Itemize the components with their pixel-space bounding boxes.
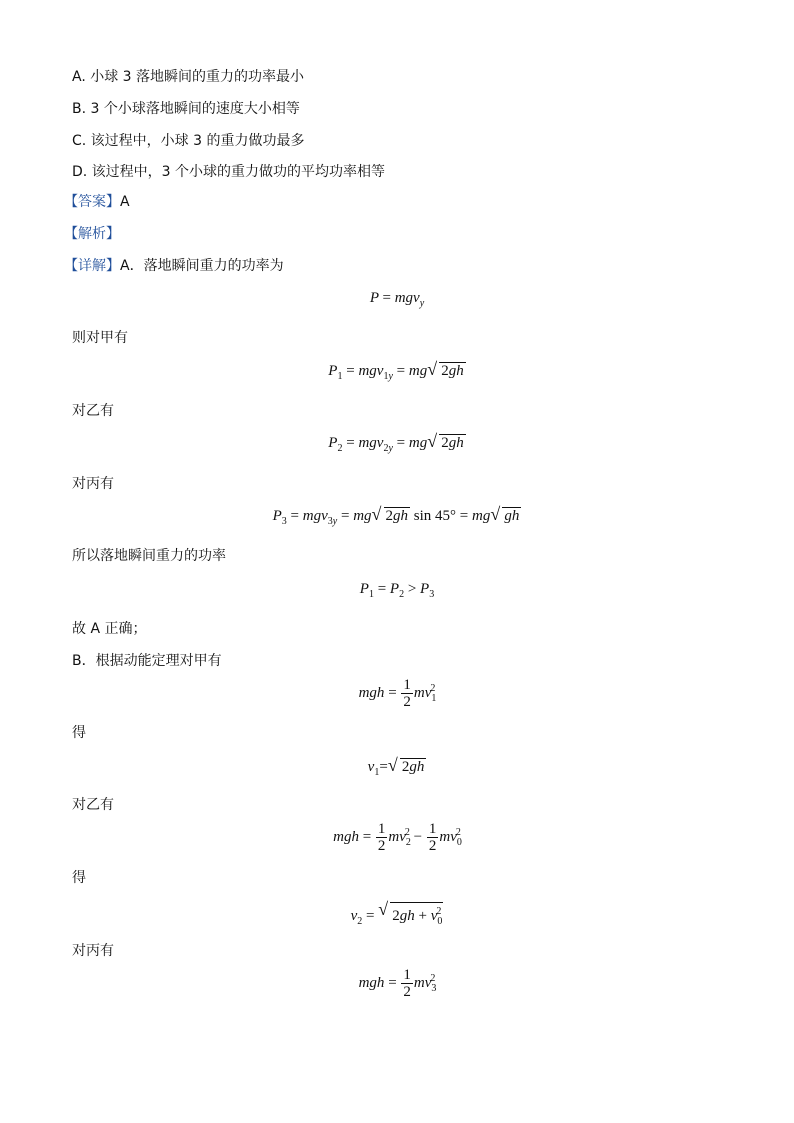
equation-8: mgh = $\frac{1}{2}$ $mv_2^2$ − $\frac{1}{2}$ $mv_0^2$ [333, 821, 462, 854]
text-for-yi-2: 对乙有 [72, 797, 114, 813]
answer-line [64, 193, 130, 211]
equation-4: $P_3 = mgv_{3y} = mg√$ 2gh sin 45° = mg√ gh [0, 507, 794, 527]
text-get-2: 得 [72, 870, 86, 886]
text-for-jia: 则对甲有 [72, 330, 128, 346]
text-for-bing-2: 对丙有 [72, 943, 114, 959]
text-for-bing-1: 对丙有 [72, 476, 114, 492]
option-d: D. 该过程中，3 个小球的重力做功的平均功率相等 [72, 164, 386, 180]
equation-9: $v_2$ = √ $2gh + v_0^2$ [0, 902, 794, 930]
detail-text: A．落地瞬间重力的功率为 [120, 258, 284, 274]
detail-tag: 【详解】 [64, 258, 120, 274]
equation-5: $P_1 = P_2 > P_3$ [359, 581, 435, 600]
equation-3: $P_2 = mgv_{2y} = mg√$ 2gh [0, 434, 794, 454]
text-a-correct: 故 A 正确； [72, 621, 147, 637]
option-b: B. 3 个小球落地瞬间的速度大小相等 [72, 101, 300, 117]
text-therefore: 所以落地瞬间重力的功率 [72, 548, 226, 564]
text-b-intro: B．根据动能定理对甲有 [72, 653, 222, 669]
equation-1: P = mgv$_y$ [369, 290, 425, 309]
option-a: A. 小球 3 落地瞬间的重力的功率最小 [72, 69, 305, 85]
answer-value: A [120, 194, 130, 210]
detail-line [64, 257, 284, 275]
answer-tag: 【答案】 [64, 194, 120, 210]
option-c: C. 该过程中，小球 3 的重力做功最多 [72, 133, 305, 149]
equation-6: mgh = $\frac{1}{2}$ $mv_1^2$ [358, 677, 437, 710]
equation-10: mgh = $\frac{1}{2}$ $mv_3^2$ [358, 967, 437, 1000]
text-get-1: 得 [72, 725, 86, 741]
text-for-yi-1: 对乙有 [72, 403, 114, 419]
analysis-tag: 【解析】 [64, 226, 120, 242]
equation-7: $v_1=√$ 2gh [0, 758, 794, 778]
equation-2: $P_1 = mgv_{1y} = mg√$ 2gh [0, 362, 794, 382]
